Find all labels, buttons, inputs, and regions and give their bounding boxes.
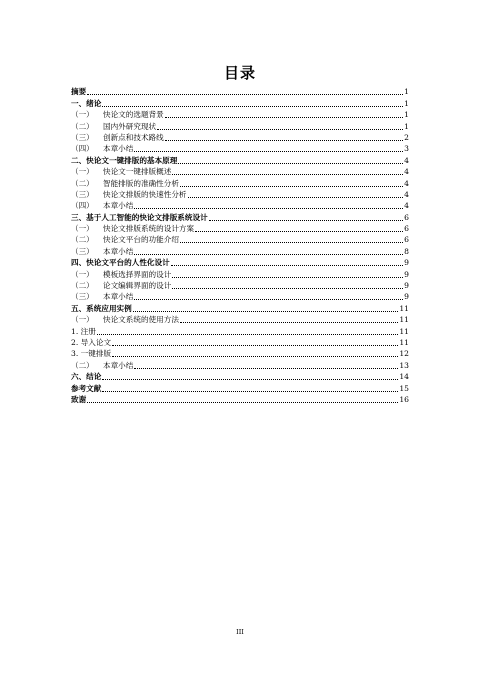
toc-entry-label: 论文编辑界面的设计: [103, 281, 172, 291]
toc-entry-number: （四）: [71, 144, 94, 154]
toc-dot-leader: [178, 163, 403, 164]
toc-entry-page: 13: [399, 360, 409, 370]
toc-entry-label: 本章小结: [103, 246, 134, 256]
toc-entry-label: 创新点和技术路线: [103, 132, 164, 142]
toc-entry-label: 二、快论文一键排版的基本原理: [71, 155, 178, 165]
toc-entry-label: 本章小结: [103, 201, 134, 211]
page-number: III: [236, 628, 244, 636]
toc-entry[interactable]: [71, 268, 409, 279]
toc-entry-page: 11: [399, 315, 409, 325]
toc-entry-label: 参考文献: [71, 383, 102, 393]
toc-entry-label: 快论文的选题背景: [103, 110, 164, 120]
toc-entry[interactable]: [71, 211, 409, 222]
toc-entry[interactable]: [71, 325, 409, 336]
toc-entry-number: （三）: [71, 292, 94, 302]
toc-entry-page: 1: [404, 98, 409, 108]
toc-entry-page: 11: [399, 326, 409, 336]
toc-entry[interactable]: [71, 291, 409, 302]
toc-entry-page: 15: [399, 383, 409, 393]
toc-entry-label: 快论文平台的功能介绍: [103, 235, 179, 245]
toc-entry-number: （二）: [71, 178, 94, 188]
toc-entry-label: 六、结论: [71, 372, 102, 382]
toc-entry-label: 致谢: [71, 394, 87, 404]
toc-entry-number: （三）: [71, 189, 94, 199]
toc-entry[interactable]: [71, 177, 409, 188]
toc-entry[interactable]: [71, 154, 409, 165]
toc-entry-page: 3: [404, 144, 409, 154]
toc-dot-leader: [209, 220, 403, 221]
toc-entry-label: 摘要: [71, 87, 87, 97]
toc-entry-label: 智能排版的准确性分析: [103, 178, 179, 188]
toc-entry-number: （一）: [71, 315, 94, 325]
toc-dot-leader: [97, 334, 398, 335]
toc-dot-leader: [165, 140, 403, 141]
toc-dot-leader: [134, 151, 403, 152]
toc-entry-number: （二）: [71, 360, 94, 370]
toc-entry-label: 快论文排版系统的设计方案: [103, 224, 195, 234]
toc-entry[interactable]: [71, 234, 409, 245]
toc-entry[interactable]: [71, 302, 409, 313]
toc-entry-page: 14: [399, 372, 409, 382]
toc-entry-label: 快论文一键排版概述: [103, 167, 172, 177]
toc-entry[interactable]: [71, 280, 409, 291]
toc-dot-leader: [180, 186, 403, 187]
toc-dot-leader: [134, 208, 403, 209]
toc-entry-page: 6: [404, 224, 409, 234]
toc-entry-label: 本章小结: [103, 144, 134, 154]
toc-dot-leader: [112, 345, 398, 346]
toc-entry-page: 4: [404, 155, 409, 165]
toc-dot-leader: [195, 231, 403, 232]
toc-entry-label: 国内外研究现状: [103, 121, 157, 131]
toc-dot-leader: [180, 322, 398, 323]
toc-entry-number: （二）: [71, 281, 94, 291]
toc-entry-page: 6: [404, 212, 409, 222]
toc-entry-number: （一）: [71, 269, 94, 279]
toc-entry[interactable]: [71, 371, 409, 382]
toc-entry-label: 五、系统应用实例: [71, 303, 132, 313]
toc-entry-number: （三）: [71, 246, 94, 256]
toc-entry[interactable]: [71, 337, 409, 348]
toc-dot-leader: [112, 356, 398, 357]
toc-entry-number: （二）: [71, 121, 94, 131]
toc-dot-leader: [87, 94, 403, 95]
toc-entry-number: （二）: [71, 235, 94, 245]
toc-entry-page: 9: [404, 281, 409, 291]
toc-dot-leader: [157, 129, 403, 130]
toc-dot-leader: [180, 242, 403, 243]
toc-dot-leader: [172, 174, 403, 175]
toc-entry-number: （四）: [71, 201, 94, 211]
toc-entry-label: 一、绪论: [71, 98, 102, 108]
toc-entry[interactable]: [71, 120, 409, 131]
table-of-contents: [71, 86, 409, 405]
toc-entry-page: 4: [404, 201, 409, 211]
toc-entry[interactable]: [71, 200, 409, 211]
toc-entry-label: 2. 导入论文: [71, 337, 112, 347]
toc-entry-page: 11: [399, 337, 409, 347]
toc-entry-label: 3. 一键排版: [71, 349, 112, 359]
toc-entry-page: 2: [404, 132, 409, 142]
toc-dot-leader: [134, 254, 403, 255]
toc-dot-leader: [102, 391, 398, 392]
toc-dot-leader: [133, 311, 399, 312]
toc-entry[interactable]: [71, 314, 409, 325]
toc-dot-leader: [188, 197, 404, 198]
toc-entry-page: 6: [404, 235, 409, 245]
toc-entry-number: （一）: [71, 167, 94, 177]
toc-entry[interactable]: [71, 109, 409, 120]
toc-entry[interactable]: [71, 245, 409, 256]
toc-dot-leader: [172, 277, 403, 278]
toc-entry[interactable]: [71, 166, 409, 177]
toc-entry[interactable]: [71, 394, 409, 405]
toc-entry-label: 三、基于人工智能的快论文排版系统设计: [71, 212, 208, 222]
toc-entry[interactable]: [71, 348, 409, 359]
toc-entry[interactable]: [71, 143, 409, 154]
toc-dot-leader: [102, 106, 403, 107]
toc-entry-page: 1: [404, 87, 409, 97]
toc-entry[interactable]: [71, 97, 409, 108]
toc-entry-page: 8: [404, 246, 409, 256]
toc-entry-page: 9: [404, 258, 409, 268]
toc-entry[interactable]: [71, 223, 409, 234]
toc-dot-leader: [172, 288, 403, 289]
toc-entry-label: 快论文排版的快速性分析: [103, 189, 187, 199]
toc-entry-number: （一）: [71, 224, 94, 234]
toc-dot-leader: [171, 265, 403, 266]
toc-entry-page: 4: [404, 178, 409, 188]
toc-dot-leader: [134, 299, 403, 300]
toc-entry-page: 16: [399, 394, 409, 404]
toc-entry-page: 11: [399, 303, 409, 313]
toc-dot-leader: [165, 117, 403, 118]
toc-entry[interactable]: [71, 132, 409, 143]
toc-entry-label: 本章小结: [103, 292, 134, 302]
toc-entry[interactable]: [71, 359, 409, 370]
toc-entry-label: 四、快论文平台的人性化设计: [71, 258, 170, 268]
toc-entry-page: 9: [404, 292, 409, 302]
page-title: 目录: [223, 64, 256, 82]
toc-dot-leader: [102, 379, 398, 380]
toc-entry[interactable]: [71, 189, 409, 200]
toc-entry-page: 12: [399, 349, 409, 359]
toc-entry-number: （三）: [71, 132, 94, 142]
toc-entry-page: 4: [404, 189, 409, 199]
toc-entry-label: 1. 注册: [71, 326, 96, 336]
toc-entry-page: 9: [404, 269, 409, 279]
toc-entry-page: 4: [404, 167, 409, 177]
toc-entry[interactable]: [71, 86, 409, 97]
toc-dot-leader: [134, 368, 398, 369]
toc-entry-page: 1: [404, 121, 409, 131]
toc-entry-label: 快论文系统的使用方法: [103, 315, 179, 325]
toc-entry-page: 1: [404, 110, 409, 120]
toc-entry-label: 本章小结: [103, 360, 134, 370]
toc-entry[interactable]: [71, 382, 409, 393]
toc-entry-number: （一）: [71, 110, 94, 120]
toc-entry-label: 模板选择界面的设计: [103, 269, 172, 279]
toc-entry[interactable]: [71, 257, 409, 268]
toc-dot-leader: [87, 402, 398, 403]
